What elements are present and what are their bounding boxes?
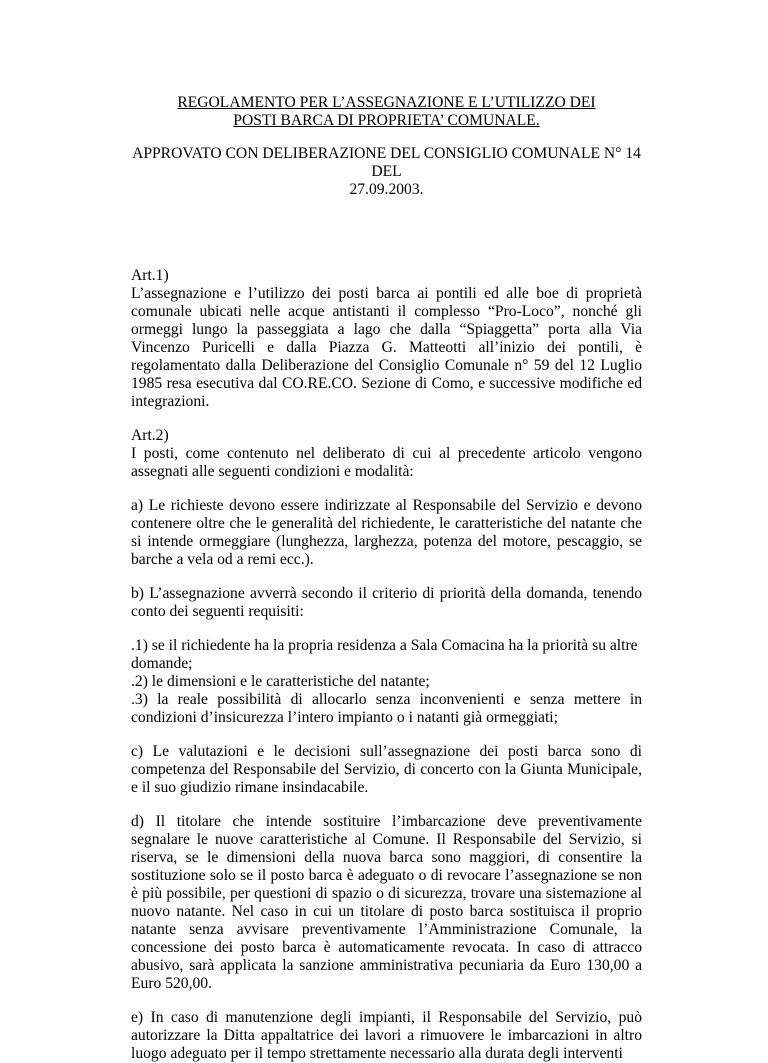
- spacer: [131, 199, 642, 267]
- spacer: [131, 621, 642, 637]
- paragraph-d: d) Il titolare che intende sostituire l’imbarcazione deve preventivamente segnalare le nuove caratteristiche al Comune. Il Responsabile del Servizio, si riserva, se le dimensioni della nuova barca sono maggiori, di consentire la sostituzione solo se il posto barca è adeguato o di revocare l’assegnazione se non è più possibile, per questioni di spazio o di sicurezza, trovare una sistemazione al nuovo natante. Nel caso in cui un titolare di posto barca sostituisca il proprio natante senza avvisare preventivamente l’Amministrazione Comunale, la concessione dei posto barca è automaticamente revocata. In caso di attracco abusivo, sarà applicata la sanzione amministrativa pecuniaria da Euro 130,00 a Euro 520,00.: [131, 813, 642, 992]
- title-line-1: REGOLAMENTO PER L’ASSEGNAZIONE E L’UTILIZZO DEI: [177, 94, 596, 111]
- spacer: [131, 481, 642, 497]
- requirement-3: .3) la reale possibilità di allocarlo senza inconvenienti e senza mettere in condizioni d’insicurezza l’intero impianto o i natanti già ormeggiati;: [131, 691, 642, 726]
- paragraph-e: e) In caso di manutenzione degli impianti, il Responsabile del Servizio, può autorizzare la Ditta appaltatrice dei lavori a rimuovere le imbarcazioni in altro luogo adeguato per il tempo strettamente necessario alla durata degli interventi: [131, 1009, 642, 1062]
- article-1-text: L’assegnazione e l’utilizzo dei posti barca ai pontili ed alle boe di proprietà comunale ubicati nelle acque antistanti il complesso “Pro-Loco”, nonché gli ormeggi lungo la passeggiata a lago che dalla “Spiaggetta” porta alla Via Vincenzo Puricelli e dalla Piazza G. Matteotti all’inizio dei pontili, è regolamentato dalla Deliberazione del Consiglio Comunale n° 59 del 12 Luglio 1985 resa esecutiva dal CO.RE.CO. Sezione di Como, e successive modifiche ed integrazioni.: [131, 285, 642, 410]
- requirement-1: .1) se il richiedente ha la propria residenza a Sala Comacina ha la priorità su altre domande;: [131, 637, 638, 672]
- article-1-heading: Art.1): [131, 267, 169, 284]
- article-2-intro: I posti, come contenuto nel deliberato di cui al precedente articolo vengono assegnati alle seguenti condizioni e modalità:: [131, 445, 642, 480]
- spacer: [131, 411, 642, 427]
- paragraph-b: b) L’assegnazione avverrà secondo il criterio di priorità della domanda, tenendo conto dei seguenti requisiti:: [131, 585, 642, 620]
- paragraph-c: c) Le valutazioni e le decisioni sull’assegnazione dei posti barca sono di competenza del Responsabile del Servizio, di concerto con la Giunta Municipale, e il suo giudizio rimane insindacabile.: [131, 743, 642, 796]
- paragraph-a: a) Le richieste devono essere indirizzate al Responsabile del Servizio e devono contenere oltre che le generalità del richiedente, le caratteristiche del natante che si intende ormeggiare (lunghezza, larghezza, potenza del motore, pescaggio, se barche a vela od a remi ecc.).: [131, 497, 642, 568]
- spacer: [131, 727, 642, 743]
- approval-line-2: 27.09.2003.: [349, 181, 424, 198]
- document-page: [131, 94, 642, 1063]
- spacer: [131, 993, 642, 1009]
- requirement-2: .2) le dimensioni e le caratteristiche del natante;: [131, 673, 430, 690]
- article-2-heading: Art.2): [131, 427, 169, 444]
- approval-note: [131, 145, 642, 199]
- spacer: [131, 797, 642, 813]
- approval-line-1: APPROVATO CON DELIBERAZIONE DEL CONSIGLIO COMUNALE N° 14 DEL: [132, 145, 641, 180]
- title-line-2: POSTI BARCA DI PROPRIETA’ COMUNALE.: [233, 112, 540, 129]
- spacer: [131, 569, 642, 585]
- document-title: [131, 94, 642, 130]
